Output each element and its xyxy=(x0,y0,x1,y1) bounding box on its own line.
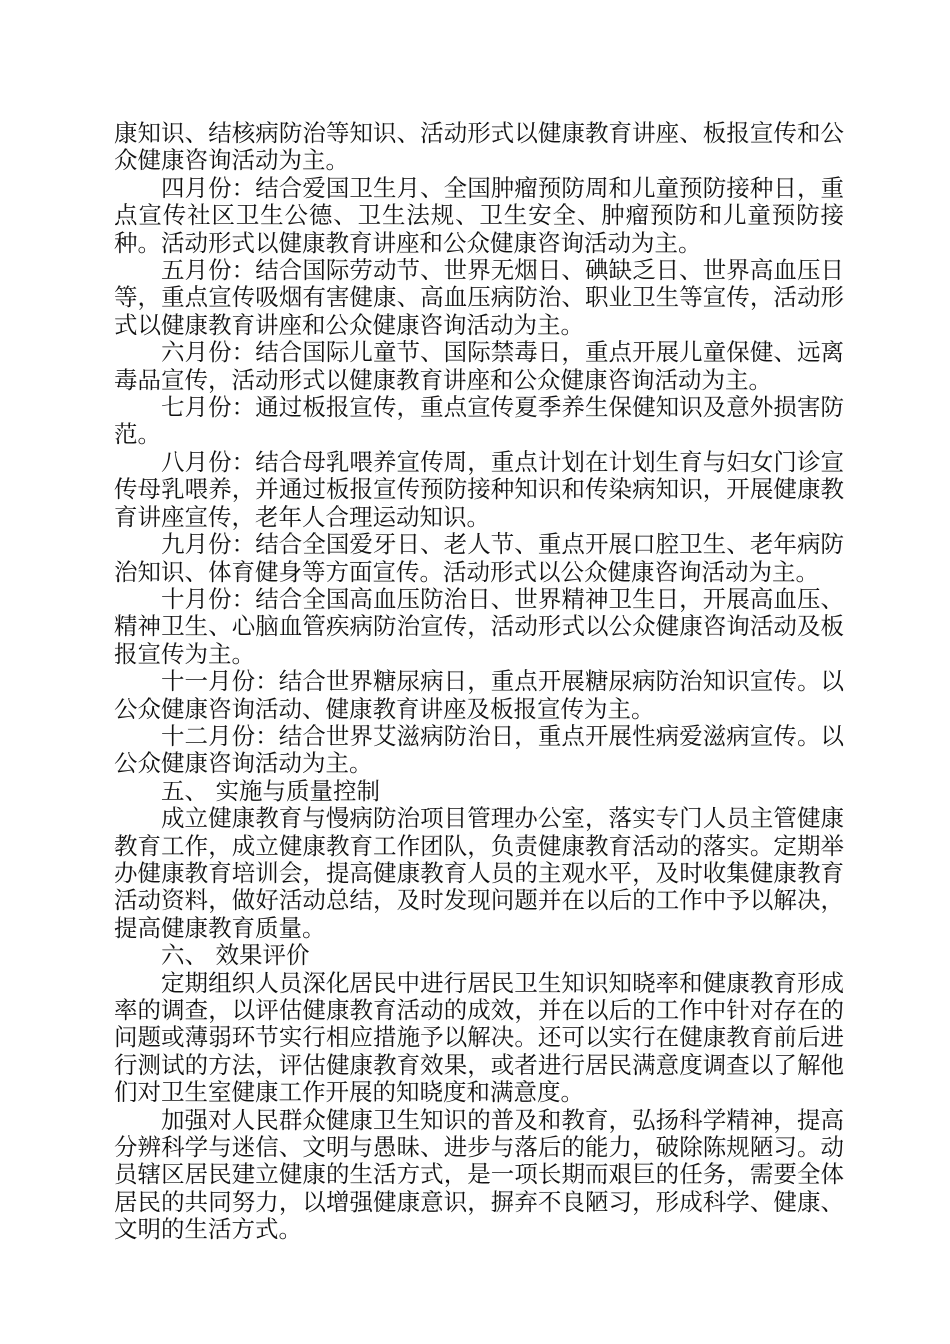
section-heading-implementation: 五、 实施与质量控制 xyxy=(161,776,380,805)
paragraph-december: 十二月份：结合世界艾滋病防治日，重点开展性病爱滋病宣传。以公众健康咨询活动为主。 xyxy=(114,721,844,778)
paragraph-continuation: 康知识、结核病防治等知识、活动形式以健康教育讲座、板报宣传和公众健康咨询活动为主。 xyxy=(114,119,844,175)
paragraph-june: 六月份：结合国际儿童节、国际禁毒日，重点开展儿童保健、远离毒品宣传，活动形式以健康教育讲座和公众健康咨询活动为主。 xyxy=(114,338,844,394)
paragraph-evaluation: 定期组织人员深化居民中进行居民卫生知识知晓率和健康教育形成率的调查，以评估健康教育活动的成效，并在以后的工作中针对存在的问题或薄弱环节实行相应措施予以解决。还可以实行在健康教育前后进行测试的方法，评估健康教育效果，或者进行居民满意度调查以了解他们对卫生室健康工作开展的知晓度和满意度。 xyxy=(114,968,844,1107)
section-heading-evaluation: 六、 效果评价 xyxy=(161,941,310,970)
paragraph-october: 十月份：结合全国高血压防治日、世界精神卫生日，开展高血压、精神卫生、心脑血管疾病防治宣传，活动形式以公众健康咨询活动及板报宣传为主。 xyxy=(114,584,844,668)
paragraph-september: 九月份：结合全国爱牙日、老人节、重点开展口腔卫生、老年病防治知识、体育健身等方面宣传。活动形式以公众健康咨询活动为主。 xyxy=(114,530,844,586)
document-body xyxy=(114,120,844,1244)
paragraph-july: 七月份：通过板报宣传，重点宣传夏季养生保健知识及意外损害防范。 xyxy=(114,393,844,449)
paragraph-closing: 加强对人民群众健康卫生知识的普及和教育，弘扬科学精神，提高分辨科学与迷信、文明与愚昧、进步与落后的能力，破除陈规陋习。动员辖区居民建立健康的生活方式，是一项长期而艰巨的任务，需要全体居民的共同努力，以增强健康意识，摒弃不良陋习，形成科学、健康、文明的生活方式。 xyxy=(114,1105,844,1244)
paragraph-april: 四月份：结合爱国卫生月、全国肿瘤预防周和儿童预防接种日，重点宣传社区卫生公德、卫生法规、卫生安全、肿瘤预防和儿童预防接种。活动形式以健康教育讲座和公众健康咨询活动为主。 xyxy=(114,173,844,257)
paragraph-august: 八月份：结合母乳喂养宣传周，重点计划在计划生育与妇女门诊宣传母乳喂养，并通过板报宣传预防接种知识和传染病知识，开展健康教育讲座宣传，老年人合理运动知识。 xyxy=(114,447,844,531)
paragraph-november: 十一月份：结合世界糖尿病日，重点开展糖尿病防治知识宣传。以公众健康咨询活动、健康教育讲座及板报宣传为主。 xyxy=(114,667,844,723)
paragraph-may: 五月份：结合国际劳动节、世界无烟日、碘缺乏日、世界高血压日等，重点宣传吸烟有害健康、高血压病防治、职业卫生等宣传，活动形式以健康教育讲座和公众健康咨询活动为主。 xyxy=(114,256,844,339)
paragraph-implementation: 成立健康教育与慢病防治项目管理办公室，落实专门人员主管健康教育工作，成立健康教育工作团队，负责健康教育活动的落实。定期举办健康教育培训会，提高健康教育人员的主观水平，及时收集健康教育活动资料，做好活动总结，及时发现问题并在以后的工作中予以解决，提高健康教育质量。 xyxy=(114,804,844,942)
